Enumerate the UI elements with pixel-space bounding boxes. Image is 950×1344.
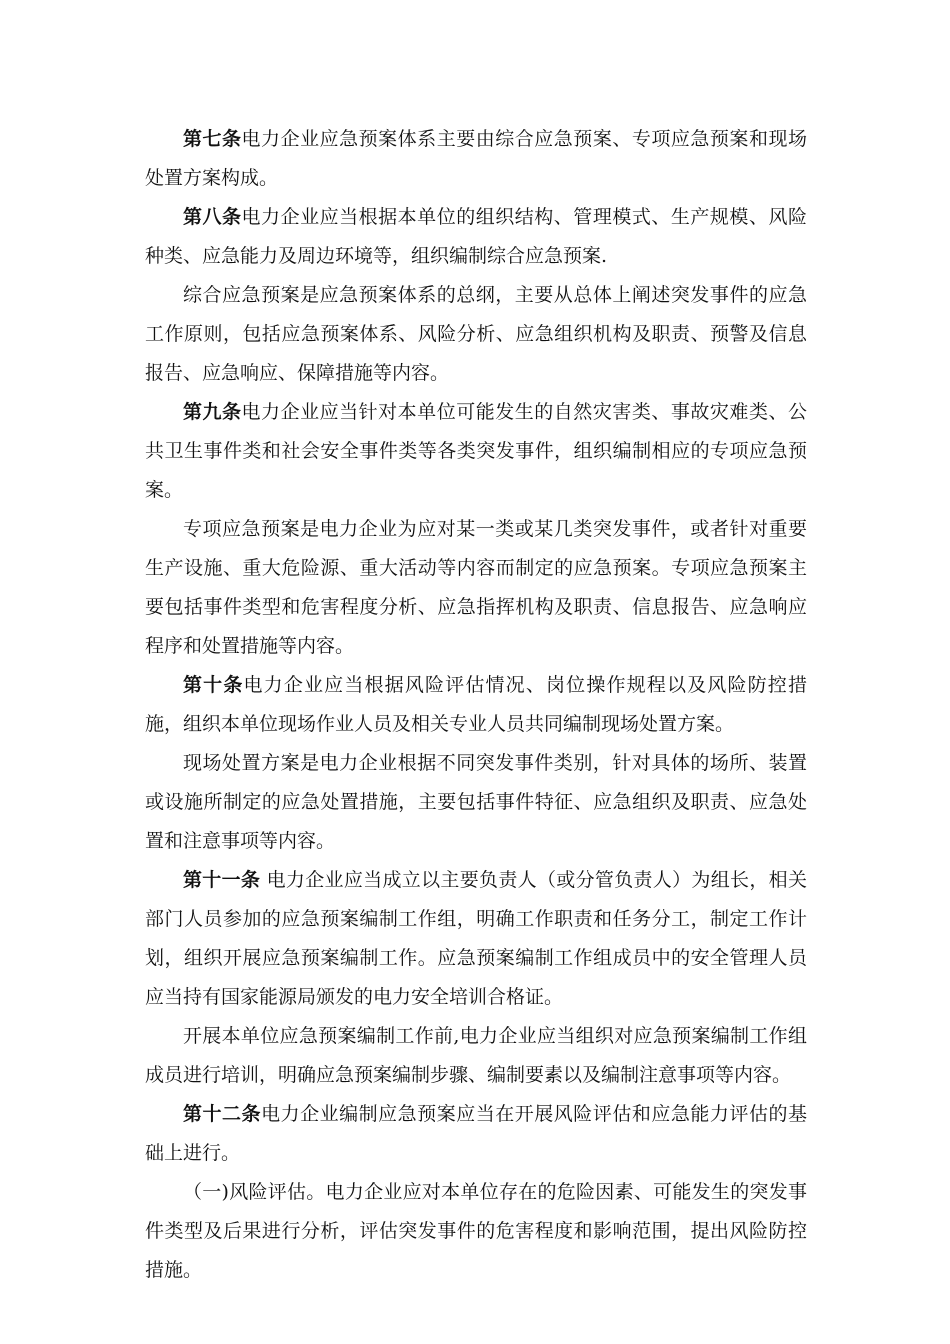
article-label: 第十条	[183, 674, 244, 696]
article-label: 第九条	[183, 401, 242, 423]
article-label: 第十二条	[183, 1103, 262, 1125]
paragraph-text: 电力企业应急预案体系主要由综合应急预案、专项应急预案和现场处置方案构成。	[145, 128, 807, 189]
article-label: 第十一条	[183, 869, 261, 891]
article-11-paragraph	[145, 861, 807, 1017]
paragraph-text: 电力企业应当针对本单位可能发生的自然灾害类、事故灾难类、公共卫生事件类和社会安全事件类等各类突发事件，组织编制相应的专项应急预案。	[145, 401, 807, 501]
paragraph-text: 电力企业应当根据风险评估情况、岗位操作规程以及风险防控措施，组织本单位现场作业人员及相关专业人员共同编制现场处置方案。	[145, 674, 807, 735]
body-paragraph	[145, 1017, 807, 1095]
body-paragraph	[145, 744, 807, 861]
article-label: 第八条	[183, 206, 242, 228]
article-10-paragraph	[145, 666, 807, 744]
body-paragraph	[145, 276, 807, 393]
body-paragraph	[145, 1173, 807, 1290]
paragraph-text: 电力企业应当根据本单位的组织结构、管理模式、生产规模、风险种类、应急能力及周边环境等，组织编制综合应急预案.	[145, 206, 807, 267]
paragraph-text: （一)风险评估。电力企业应对本单位存在的危险因素、可能发生的突发事件类型及后果进行分析，评估突发事件的危害程度和影响范围，提出风险防控措施。	[145, 1181, 807, 1281]
article-12-paragraph	[145, 1095, 807, 1173]
article-label: 第七条	[183, 128, 242, 150]
paragraph-text: 电力企业编制应急预案应当在开展风险评估和应急能力评估的基础上进行。	[145, 1103, 807, 1164]
paragraph-text: 电力企业应当成立以主要负责人（或分管负责人）为组长，相关部门人员参加的应急预案编制工作组，明确工作职责和任务分工，制定工作计划，组织开展应急预案编制工作。应急预案编制工作组成员中的安全管理人员应当持有国家能源局颁发的电力安全培训合格证。	[145, 869, 807, 1008]
document-page	[145, 120, 807, 1290]
paragraph-text: 专项应急预案是电力企业为应对某一类或某几类突发事件，或者针对重要生产设施、重大危险源、重大活动等内容而制定的应急预案。专项应急预案主要包括事件类型和危害程度分析、应急指挥机构及职责、信息报告、应急响应程序和处置措施等内容。	[145, 518, 807, 657]
paragraph-text: 开展本单位应急预案编制工作前,电力企业应当组织对应急预案编制工作组成员进行培训，明确应急预案编制步骤、编制要素以及编制注意事项等内容。	[145, 1025, 807, 1086]
article-9-paragraph	[145, 393, 807, 510]
article-7-paragraph	[145, 120, 807, 198]
paragraph-text: 综合应急预案是应急预案体系的总纲，主要从总体上阐述突发事件的应急工作原则，包括应急预案体系、风险分析、应急组织机构及职责、预警及信息报告、应急响应、保障措施等内容。	[145, 284, 807, 384]
paragraph-text: 现场处置方案是电力企业根据不同突发事件类别，针对具体的场所、装置或设施所制定的应急处置措施，主要包括事件特征、应急组织及职责、应急处置和注意事项等内容。	[145, 752, 807, 852]
article-8-paragraph	[145, 198, 807, 276]
body-paragraph	[145, 510, 807, 666]
